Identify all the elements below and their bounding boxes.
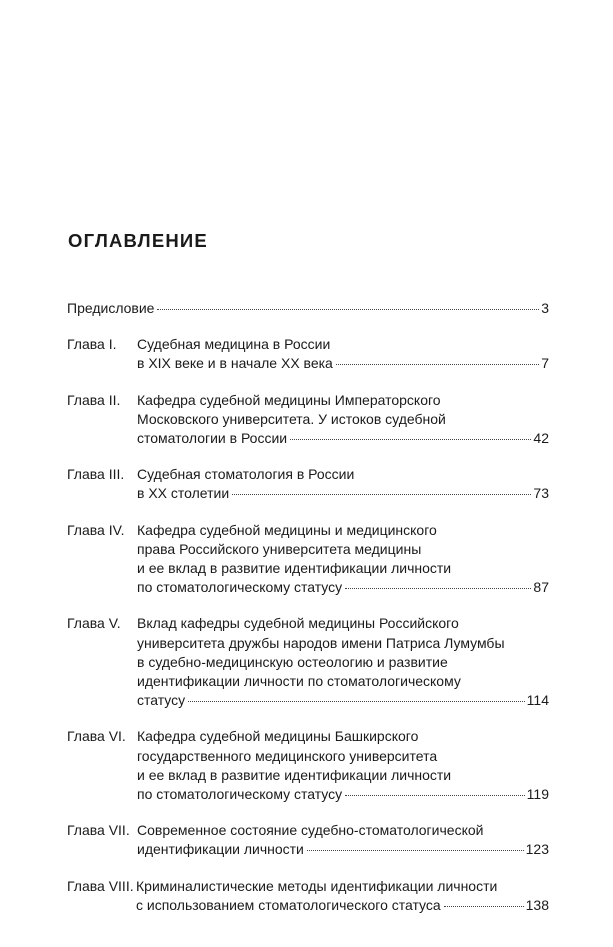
page-number: 42	[533, 430, 549, 447]
dot-leader	[345, 587, 531, 589]
toc-entry-chapter-6[interactable]	[67, 727, 549, 804]
page-number: 119	[526, 786, 549, 803]
dot-leader	[345, 794, 525, 796]
chapter-title-line: идентификации личности	[137, 841, 304, 858]
page-title: ОГЛАВЛЕНИЕ	[68, 230, 208, 251]
chapter-title-line: в XX столетии	[137, 485, 230, 502]
toc-entry-chapter-4[interactable]	[67, 521, 549, 598]
dot-leader	[232, 493, 531, 495]
chapter-title-line: Кафедра судебной медицины и медицинского	[137, 521, 437, 538]
chapter-title-line: и ее вклад в развитие идентификации личности	[137, 560, 452, 577]
dot-leader	[188, 700, 525, 702]
toc-entry-chapter-3[interactable]	[67, 465, 549, 503]
dot-leader	[157, 308, 539, 310]
toc-entry-chapter-1[interactable]	[67, 335, 549, 373]
chapter-title-line: права Российского университета медицины	[137, 540, 422, 557]
toc-entry-preface[interactable]	[67, 299, 549, 318]
page-number: 123	[525, 841, 549, 858]
chapter-title-line: стоматологии в России	[137, 430, 288, 447]
chapter-title-line: по стоматологическому статусу	[137, 786, 343, 803]
page-number: 3	[541, 300, 549, 316]
chapter-label: Глава VII.	[67, 822, 130, 839]
chapter-label: Глава V.	[67, 615, 121, 632]
page-number: 87	[533, 579, 549, 596]
chapter-title-line: Судебная медицина в России	[137, 336, 331, 353]
page-number: 138	[525, 896, 549, 913]
chapter-title-line: и ее вклад в развитие идентификации личности	[137, 766, 452, 783]
chapter-title-line: Кафедра судебной медицины Императорского	[137, 391, 441, 408]
dot-leader	[290, 438, 531, 440]
chapter-label: Глава VI.	[67, 728, 126, 745]
chapter-title-line: Судебная стоматология в России	[137, 466, 355, 483]
chapter-title-line: по стоматологическому статусу	[137, 579, 343, 596]
chapter-title-line: Кафедра судебной медицины Башкирского	[137, 728, 419, 745]
dot-leader	[336, 363, 539, 365]
chapter-title-line: с использованием стоматологического статуса	[136, 896, 441, 913]
preface-title: Предисловие	[67, 300, 155, 316]
toc-entry-chapter-7[interactable]	[67, 821, 549, 859]
chapter-label: Глава VIII.	[67, 877, 134, 894]
page-number: 7	[541, 355, 549, 372]
toc-entry-chapter-5[interactable]	[67, 614, 549, 710]
chapter-title-line: в судебно-медицинскую остеологию и развитие	[137, 653, 448, 670]
chapter-title-line: Криминалистические методы идентификации личности	[136, 877, 498, 894]
chapter-title-line: Московского университета. У истоков судебной	[137, 410, 446, 427]
chapter-label: Глава I.	[67, 336, 117, 353]
chapter-title-line: статусу	[137, 692, 186, 709]
page-number: 114	[526, 692, 549, 709]
dot-leader	[307, 849, 524, 851]
page-number: 73	[533, 485, 549, 502]
chapter-title-line: в XIX веке и в начале XX века	[137, 355, 333, 372]
chapter-title-line: университета дружбы народов имени Патриса Лумумбы	[137, 634, 505, 651]
chapter-title-line: Вклад кафедры судебной медицины Российского	[137, 615, 459, 632]
chapter-title-line: государственного медицинского университета	[137, 747, 438, 764]
chapter-title-line: идентификации личности по стоматологическому	[137, 673, 461, 690]
toc-entry-chapter-8[interactable]	[67, 877, 549, 915]
toc-entry-chapter-2[interactable]	[67, 391, 549, 449]
chapter-label: Глава IV.	[67, 521, 125, 538]
chapter-label: Глава II.	[67, 391, 121, 408]
chapter-title-line: Современное состояние судебно-стоматологической	[137, 822, 484, 839]
table-of-contents	[67, 299, 549, 932]
chapter-label: Глава III.	[67, 466, 125, 483]
dot-leader	[444, 905, 524, 907]
